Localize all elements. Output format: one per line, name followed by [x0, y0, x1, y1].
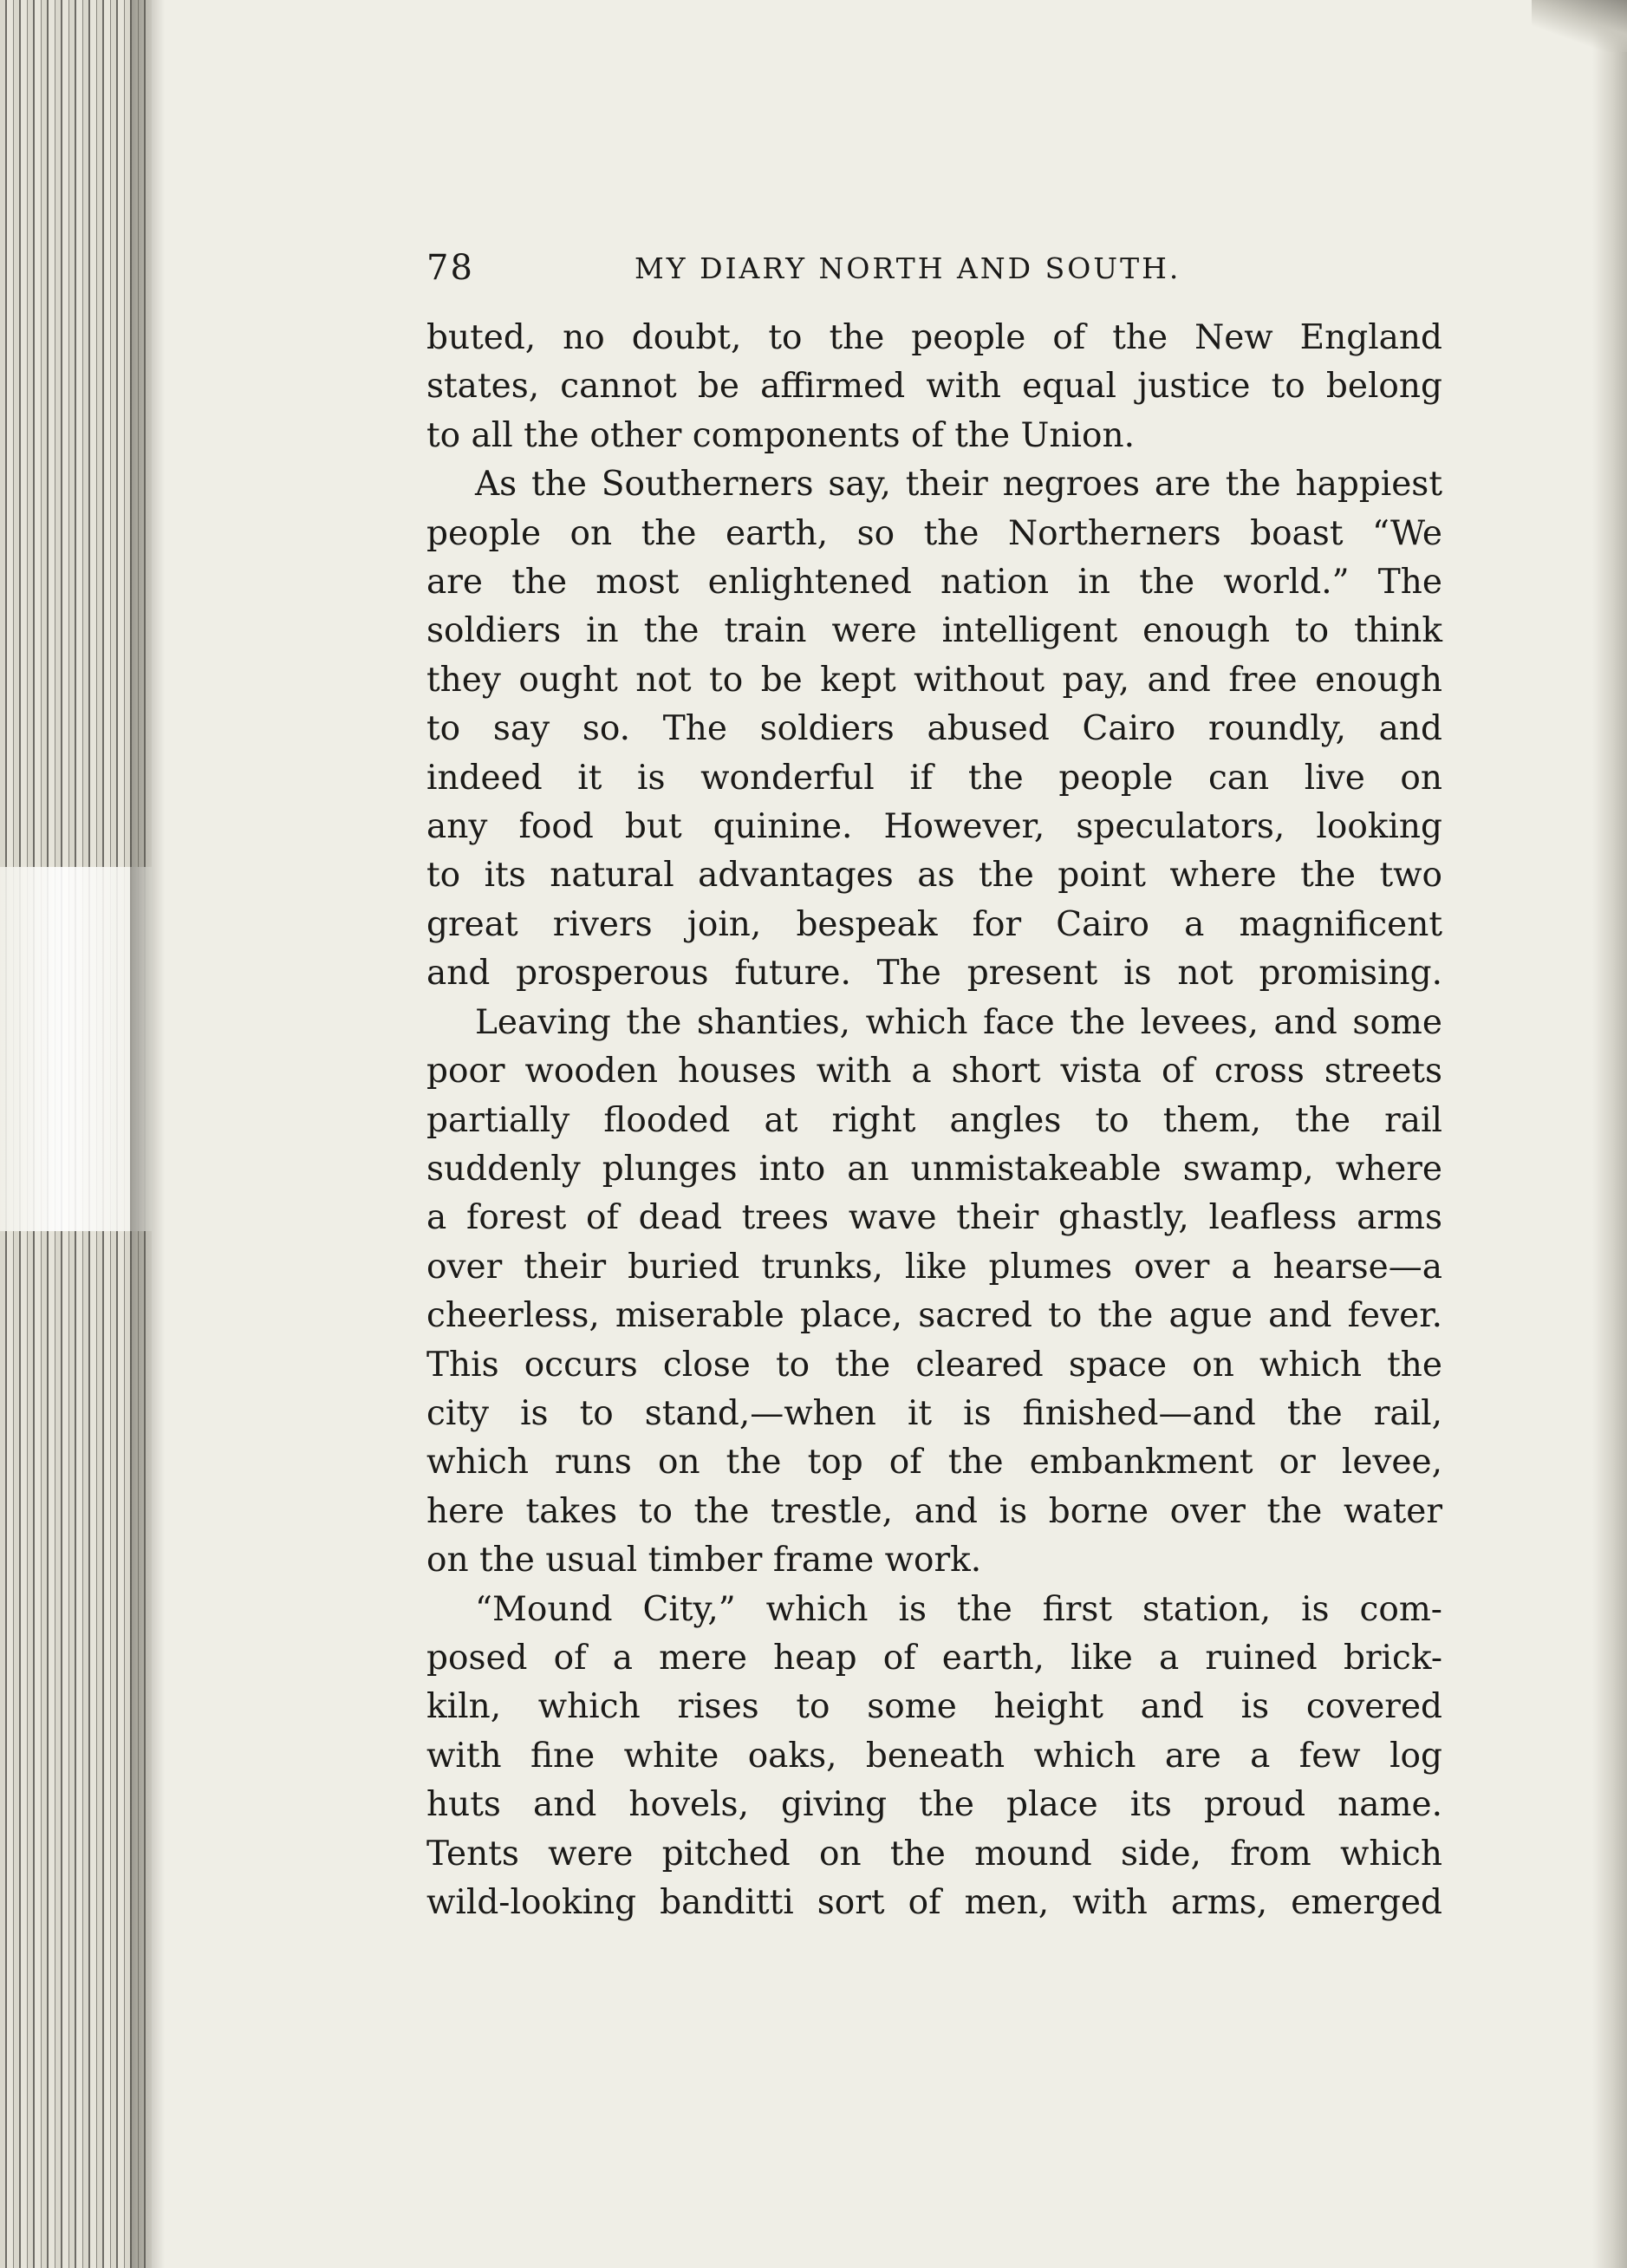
running-head — [426, 236, 1442, 297]
body-text — [426, 314, 1442, 1927]
text-line: a forest of dead trees wave their ghastly, leafless arms — [426, 1198, 1442, 1238]
paragraph — [426, 460, 1442, 998]
text-line: over their buried trunks, like plumes over a hearse—a — [426, 1247, 1442, 1287]
text-line: cheerless, miserable place, sacred to the ague and fever. — [426, 1296, 1442, 1336]
text-line: indeed it is wonderful if the people can live on — [426, 758, 1442, 798]
stacked-page-edges — [0, 0, 152, 2268]
text-line: great rivers join, bespeak for Cairo a magnificent — [426, 904, 1442, 944]
text-line: posed of a mere heap of earth, like a ruined brick- — [426, 1638, 1442, 1678]
text-line: Leaving the shanties, which face the levees, and some — [475, 1002, 1442, 1042]
text-line: huts and hovels, giving the place its proud name. — [426, 1785, 1442, 1825]
text-line: and prosperous future. The present is not promising. — [426, 954, 1442, 994]
text-line: states, cannot be affirmed with equal justice to belong — [426, 367, 1442, 407]
paragraph — [426, 999, 1442, 1586]
text-line: they ought not to be kept without pay, and free enough — [426, 660, 1442, 700]
text-line: This occurs close to the cleared space on which the — [426, 1345, 1442, 1385]
text-line: As the Southerners say, their negroes are the happiest — [475, 465, 1442, 505]
right-page-edge — [1592, 0, 1627, 2268]
page-number: 78 — [426, 248, 474, 288]
text-line: partially flooded at right angles to them, the rail — [426, 1100, 1442, 1140]
text-line: people on the earth, so the Northerners boast “We — [426, 513, 1442, 553]
paragraph — [426, 314, 1442, 460]
text-line: soldiers in the train were intelligent enough to think — [426, 611, 1442, 651]
text-block — [426, 236, 1442, 1927]
text-line: on the usual timber frame work. — [426, 1541, 982, 1580]
text-line: suddenly plunges into an unmistakeable swamp, where — [426, 1149, 1442, 1189]
text-line: poor wooden houses with a short vista of cross streets — [426, 1052, 1442, 1092]
text-line: buted, no doubt, to the people of the New England — [426, 318, 1442, 357]
text-line: any food but quinine. However, speculators, looking — [426, 807, 1442, 847]
text-line: are the most enlightened nation in the world.” The — [426, 563, 1442, 603]
text-line: kiln, which rises to some height and is covered — [426, 1687, 1442, 1727]
text-line: with fine white oaks, beneath which are a few log — [426, 1736, 1442, 1776]
running-title: MY DIARY NORTH AND SOUTH. — [635, 251, 1181, 285]
text-line: to its natural advantages as the point where the two — [426, 856, 1442, 896]
text-line: here takes to the trestle, and is borne over the water — [426, 1491, 1442, 1531]
text-line: Tents were pitched on the mound side, from which — [426, 1834, 1442, 1874]
paragraph — [426, 1586, 1442, 1928]
gutter-shadow — [130, 0, 165, 2268]
text-line: wild-looking banditti sort of men, with arms, emerged — [426, 1883, 1442, 1922]
text-line: which runs on the top of the embankment or levee, — [426, 1443, 1442, 1483]
text-line: “Mound City,” which is the first station, is com- — [475, 1589, 1442, 1629]
text-line: to all the other components of the Union. — [426, 415, 1135, 455]
torn-corner — [1532, 0, 1627, 52]
page-edge-highlight — [0, 867, 152, 1231]
text-line: city is to stand,—when it is finished—and the rail, — [426, 1393, 1442, 1433]
text-line: to say so. The soldiers abused Cairo roundly, and — [426, 709, 1442, 749]
